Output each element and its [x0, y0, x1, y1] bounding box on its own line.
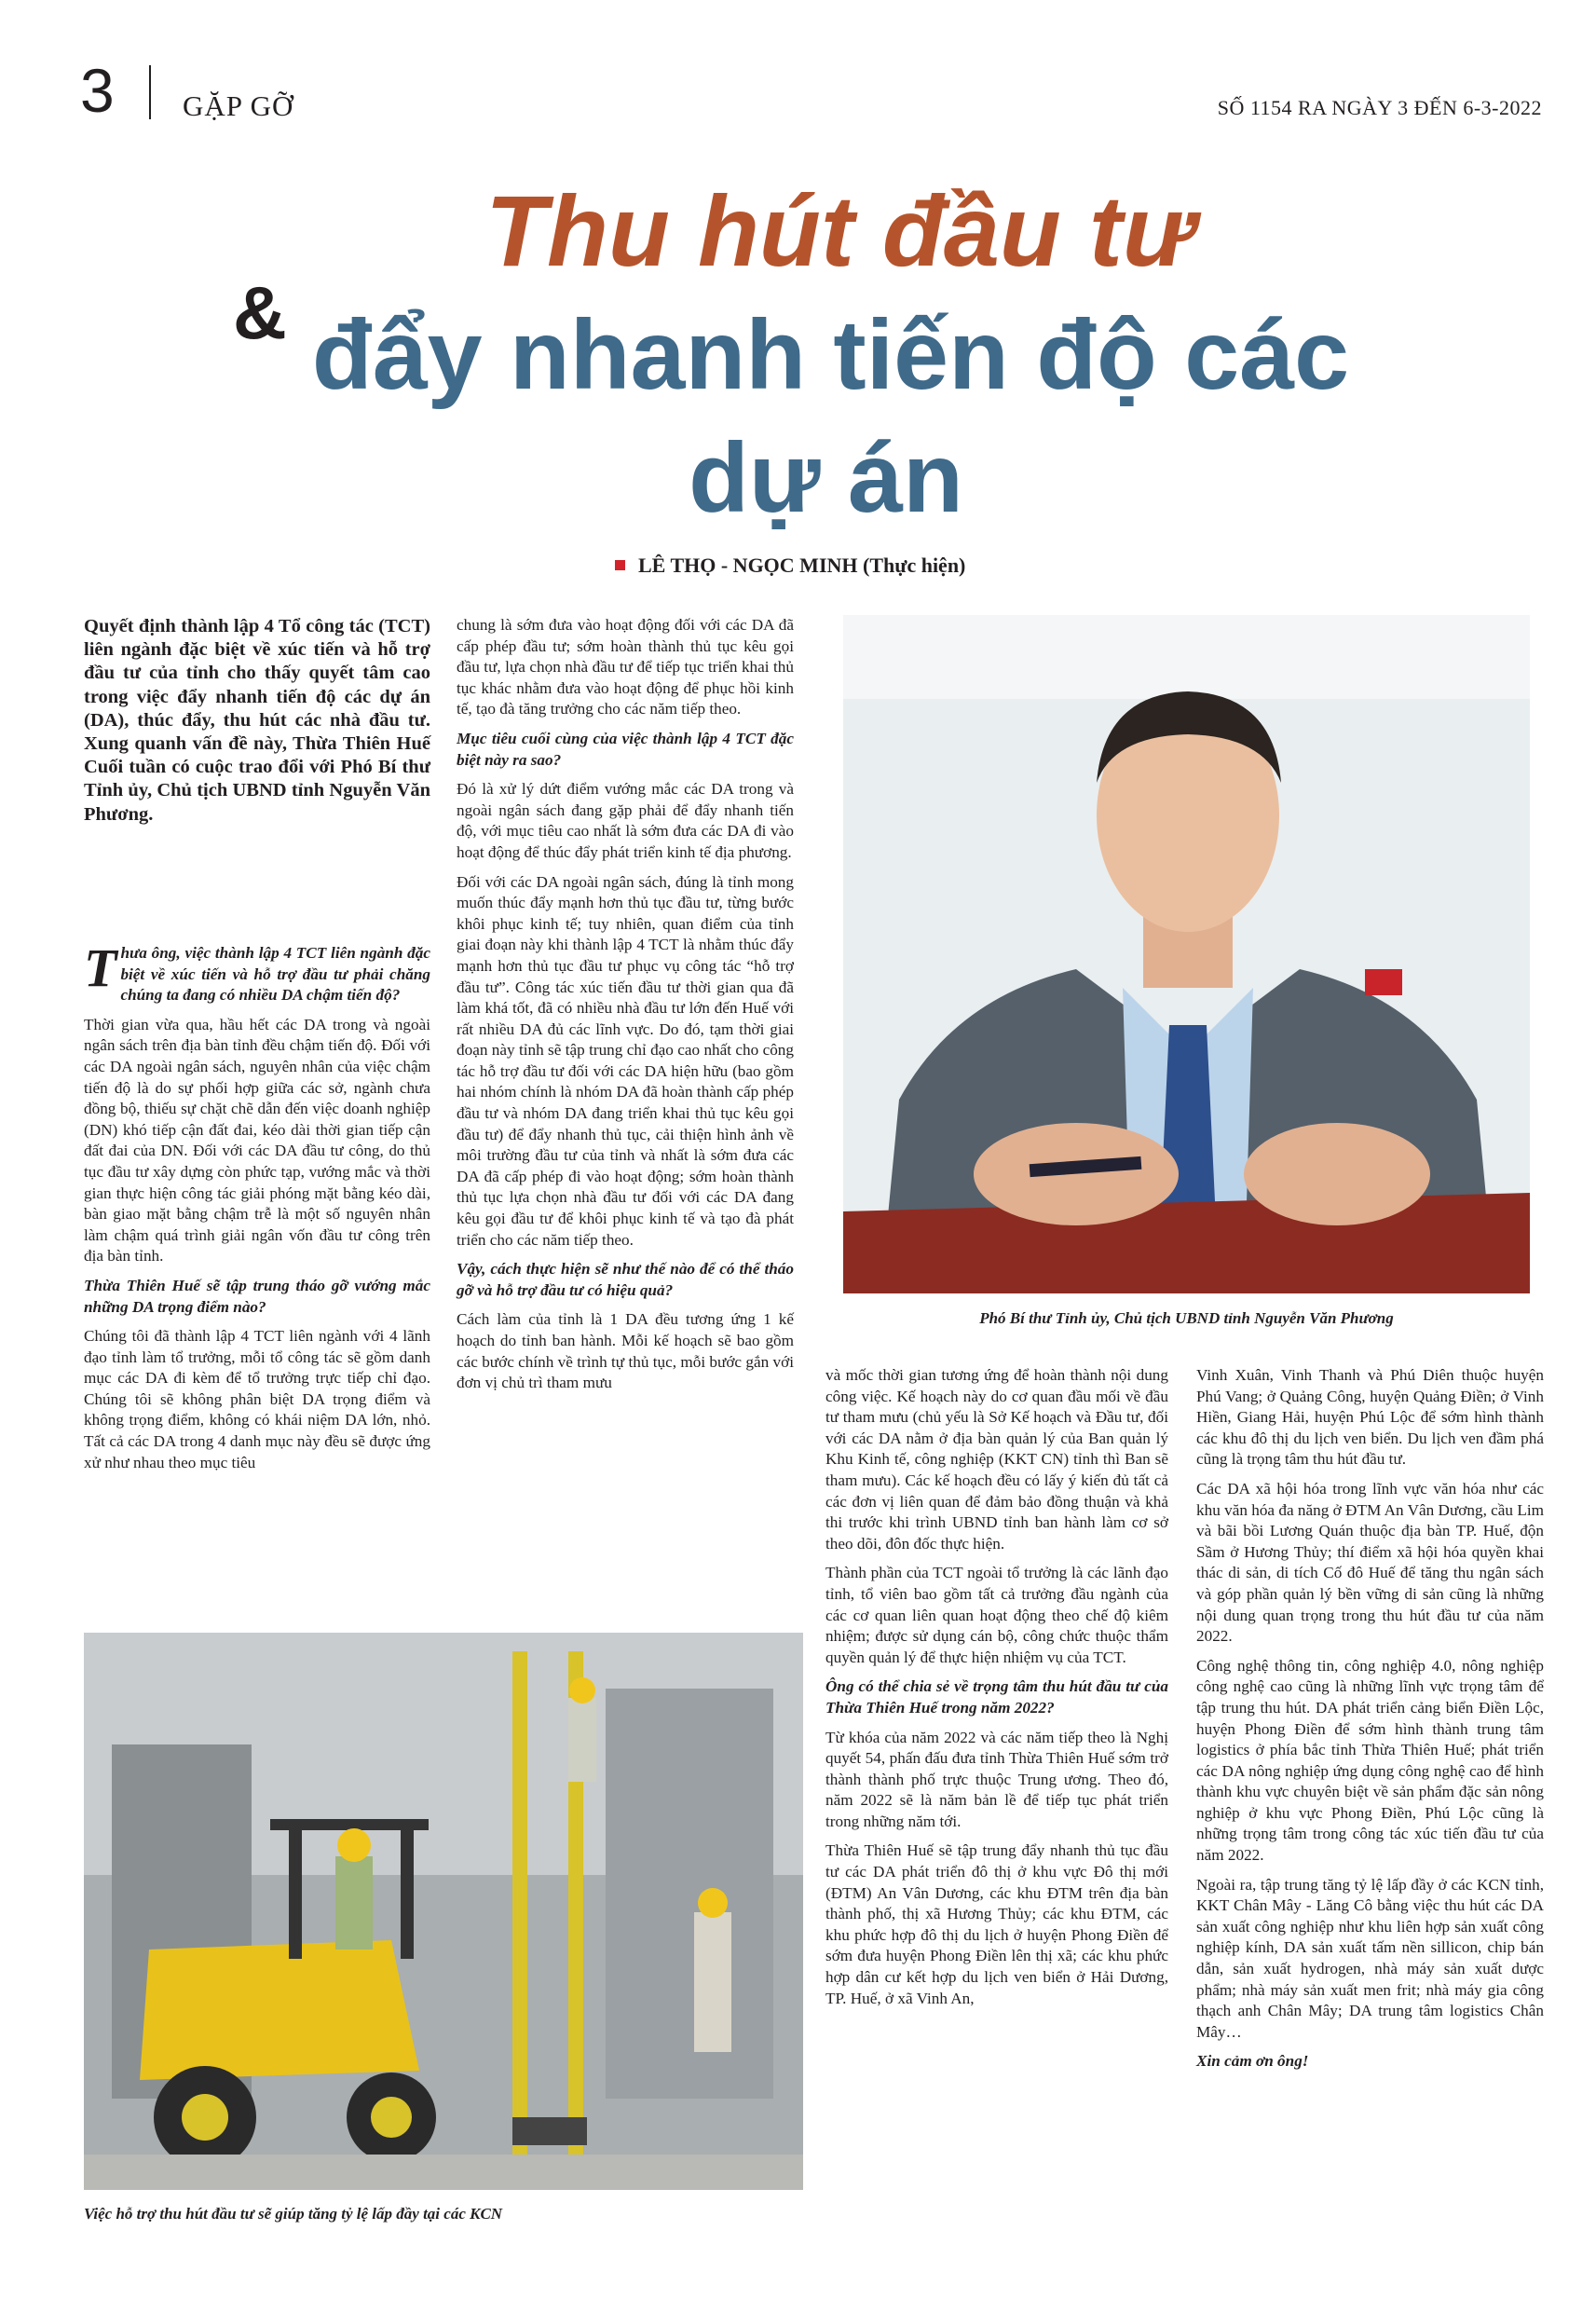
byline-text: LÊ THỌ - NGỌC MINH (Thực hiện): [638, 554, 966, 577]
question-text: hưa ông, việc thành lập 4 TCT liên ngành đặc biệt về xúc tiến và hỗ trợ đầu tư phải chăng chúng ta đang có nhiều DA chậm tiến độ?: [120, 944, 430, 1005]
headline-line-1: Thu hút đầu tư: [485, 174, 1194, 287]
closing-line: Xin cảm ơn ông!: [1196, 2052, 1309, 2071]
answer-paragraph: Thời gian vừa qua, hầu hết các DA trong và ngoài ngân sách trên địa bàn tỉnh đều chậm tiến độ. Đối với các DA ngoài ngân sách, nguyên nhân của việc chậm tiến độ là do sự phối hợp giữa các sở, ngành chưa đồng bộ, thiếu sự chặt chẽ dẫn đến việc doanh nghiệp (DN) khó tiếp cận đất đai, kéo dài thời gian tiếp cận đất đai của DN. Đối với các DA đầu tư công, do thủ tục đầu tư xây dựng còn phức tạp, vướng mắc và thời gian thực hiện công tác giải phóng mặt bằng kéo dài, bàn giao mặt bằng chậm trễ là một số nguyên nhân làm chậm quá trình giải ngân vốn đầu tư công trên địa bàn tỉnh.: [84, 1015, 430, 1265]
answer-paragraph: và mốc thời gian tương ứng để hoàn thành nội dung công việc. Kế hoạch này do cơ quan đầu mối về đầu tư tham mưu (chủ yếu là Sở Kế hoạch và Đầu tư, đối với các DA nằm ở địa bàn quản lý của Ban quản lý Khu Kinh tế, công nghiệp (KKT CN) tỉnh thì Ban sẽ tham mưu). Các kế hoạch đều có lấy ý kiến đủ tất cả các đơn vị liên quan để đảm bảo đồng thuận và khả thi trước khi trình UBND tỉnh ban hành làm cơ sở theo dõi, đôn đốc thực hiện.: [825, 1366, 1168, 1553]
factory-caption: Việc hỗ trợ thu hút đầu tư sẽ giúp tăng tỷ lệ lấp đầy tại các KCN: [84, 2205, 503, 2223]
answer-paragraph: Thừa Thiên Huế sẽ tập trung đẩy nhanh thủ tục đầu tư các DA phát triển đô thị ở khu vực Đô thị mới (ĐTM) An Vân Dương, các khu ĐTM trên địa bàn thành phố, thị xã Hương Thủy; các khu ĐTM, các khu phức hợp đô thị du lịch ở huyện Phong Điền để sớm đưa huyện Phong Điền lên thị xã; các khu phức hợp dân cư kết hợp du lịch ven biển ở Hải Dương, TP. Huế, ở xã Vinh An,: [825, 1841, 1168, 2007]
question: Vậy, cách thực hiện sẽ như thế nào để có thể tháo gỡ và hỗ trợ đầu tư có hiệu quả?: [457, 1260, 794, 1299]
answer-paragraph: Chúng tôi đã thành lập 4 TCT liên ngành với 4 lãnh đạo tỉnh làm tổ trưởng, mỗi tổ công tác sẽ gồm danh mục các DA đi kèm để tổ trưởng trực tiếp chỉ đạo. Chúng tôi sẽ không phân biệt DA trọng điểm và không trọng điểm, không có khái niệm DA lớn, nhỏ. Tất cả các DA trong 4 danh mục này đều sẽ được ứng xử như nhau theo mục tiêu: [84, 1327, 430, 1471]
section-label: GẶP GỠ: [183, 89, 294, 122]
answer-paragraph: Từ khóa của năm 2022 và các năm tiếp theo là Nghị quyết 54, phấn đấu đưa tỉnh Thừa Thiên Huế sớm trở thành thành phố trực thuộc Trung ương. Theo đó, năm 2022 sẽ là năm bản lề để tiếp tục phát triển trong những năm tới.: [825, 1728, 1168, 1830]
answer-paragraph: Ngoài ra, tập trung tăng tỷ lệ lấp đầy ở các KCN tỉnh, KKT Chân Mây - Lăng Cô bằng việc thu hút các DA sản xuất công nghiệp như khu liên hợp sản xuất công nghiệp kính, DA sản xuất tấm nền sillicon, chip bán dẫn, sản xuất hydrogen, nhà máy sản xuất dược phẩm; nhà máy sản xuất men frit; nhà máy gia công thạch anh Chân Mây; DA trung tâm logistics Chân Mây…: [1196, 1875, 1544, 2041]
portrait-photo: [843, 615, 1530, 1293]
article-column-1: [84, 937, 430, 1482]
article-column-3: [825, 1365, 1168, 2018]
answer-paragraph: Đối với các DA ngoài ngân sách, đúng là tỉnh mong muốn thúc đẩy mạnh hơn thủ tục đầu tư, từng bước khôi phục kinh tế; tuy nhiên, quan điểm của tỉnh giai đoạn này khi thành lập 4 TCT là nhằm thúc đẩy mạnh hơn thủ tục đầu tư phục vụ công tác “hỗ trợ đầu tư”. Công tác xúc tiến đầu tư thời gian qua đã làm khá tốt, đã có nhiều nhà đầu tư lớn đến Huế với rất nhiều DA đủ các lĩnh vực. Do đó, tạm thời giai đoạn này tỉnh sẽ tập trung chỉ đạo cao nhất cho công tác hỗ trợ đầu tư đối với các DA hiện hữu (bao gồm hai nhóm chính là nhóm DA đã hoàn thành cấp phép đầu tư và nhóm DA đang triển khai thủ tục kêu gọi đầu tư) để đẩy nhanh thủ tục, cải thiện hình ảnh về môi trường đầu tư của tỉnh và nhất là sớm đưa các DA đã cấp phép đi vào hoạt động; sớm hoàn thành thủ tục lựa chọn nhà đầu tư đối với các DA đang kêu gọi đầu tư để khôi phục kinh tế và tạo đà phát triển cho các năm tiếp theo.: [457, 872, 794, 1249]
page-number: 3: [80, 56, 115, 125]
lead-paragraph: Quyết định thành lập 4 Tổ công tác (TCT) liên ngành đặc biệt về xúc tiến và hỗ trợ đầu tư của tỉnh cho thấy quyết tâm cao trong việc đẩy nhanh tiến độ các dự án (DA), thúc đẩy, thu hút các nhà đầu tư. Xung quanh vấn đề này, Thừa Thiên Huế Cuối tuần có cuộc trao đổi với Phó Bí thư Tỉnh ủy, Chủ tịch UBND tỉnh Nguyễn Văn Phương.: [84, 616, 430, 825]
answer-paragraph: Công nghệ thông tin, công nghiệp 4.0, nông nghiệp công nghệ cao cũng là những lĩnh vực trọng tâm để tập trung thu hút. DA phát triển cảng biển Điền Lộc, huyện Phong Điền để sớm hình thành trung tâm logistics ở phía bắc tỉnh Thừa Thiên Huế; phát triển các DA nông nghiệp ứng dụng công nghệ cao để hình thành khu vực chuyên biệt về sản phẩm đặc sản nông nghiệp ở khu vực Phong Điền, Phú Lộc cũng là những trọng tâm trong công tác xúc tiến đầu tư của năm 2022.: [1196, 1656, 1544, 1865]
question: [84, 937, 430, 1006]
factory-illustration: [84, 1633, 803, 2190]
factory-photo: [84, 1633, 803, 2190]
header-divider: [149, 65, 151, 119]
answer-paragraph: chung là sớm đưa vào hoạt động đối với các DA đã cấp phép đầu tư; sớm hoàn thành thủ tục kêu gọi đầu tư, lựa chọn nhà đầu tư để tiếp tục triển khai thủ tục khác nhằm đưa vào hoạt động để phục hồi kinh tế, tạo đà tăng trưởng cho các năm tiếp theo.: [457, 616, 794, 718]
answer-paragraph: Cách làm của tỉnh là 1 DA đều tương ứng 1 kế hoạch do tỉnh ban hành. Mỗi kế hoạch sẽ bao gồm các bước chính về trình tự thủ tục, mỗi bước gắn với đơn vị chủ trì tham mưu: [457, 1310, 794, 1392]
question: Thừa Thiên Huế sẽ tập trung tháo gỡ vướng mắc những DA trọng điểm nào?: [84, 1276, 430, 1316]
portrait-illustration: [843, 615, 1530, 1293]
question: Mục tiêu cuối cùng của việc thành lập 4 TCT đặc biệt này ra sao?: [457, 729, 794, 769]
answer-paragraph: Các DA xã hội hóa trong lĩnh vực văn hóa như các khu văn hóa đa năng ở ĐTM An Vân Dương, cầu Lim và bãi bồi Lương Quán thuộc địa bàn TP. Huế, độn Sầm ở Hương Thủy; thí điểm xã hội hóa quyền khai thác di sản, di tích Cố đô Huế để tăng thu ngân sách và góp phần quản lý bền vững di sản cũng là những nội dung quan trọng trong thu hút đầu tư của năm 2022.: [1196, 1479, 1544, 1646]
issue-info: SỐ 1154 RA NGÀY 3 ĐẾN 6-3-2022: [1217, 96, 1542, 119]
drop-cap: T: [84, 937, 117, 998]
headline-line-3: dự án: [689, 423, 963, 533]
byline-marker: [615, 560, 625, 570]
byline: [615, 554, 965, 578]
headline-ampersand: &: [233, 271, 287, 354]
question: Ông có thể chia sẻ về trọng tâm thu hút đầu tư của Thừa Thiên Huế trong năm 2022?: [825, 1677, 1168, 1717]
answer-paragraph: Đó là xử lý dứt điểm vướng mắc các DA trong và ngoài ngân sách đang gặp phải để đẩy nhanh tiến độ, với mục tiêu cao nhất là sớm đưa các DA đi vào hoạt động để thúc đẩy phát triển kinh tế địa phương.: [457, 780, 794, 861]
answer-paragraph: Thành phần của TCT ngoài tổ trưởng là các lãnh đạo tỉnh, tổ viên bao gồm tất cả trưởng đầu ngành của các cơ quan liên quan hoạt động theo chế độ kiêm nhiệm; được sử dụng cán bộ, công chức thuộc thẩm quyền quản lý để thực hiện nhiệm vụ của TCT.: [825, 1564, 1168, 1666]
article-column-2: [457, 615, 794, 1402]
portrait-caption: Phó Bí thư Tỉnh ủy, Chủ tịch UBND tỉnh Nguyễn Văn Phương: [979, 1309, 1394, 1327]
article-column-4: [1196, 1365, 1544, 2081]
answer-paragraph: Vinh Xuân, Vinh Thanh và Phú Diên thuộc huyện Phú Vang; ở Quảng Công, huyện Quảng Điền; ở Vinh Hiền, Giang Hải, huyện Phú Lộc để sớm hình thành các khu đô thị du lịch ven biển. Du lịch ven đầm phá cũng là trọng tâm thu hút đầu tư.: [1196, 1366, 1544, 1469]
headline-line-2: đẩy nhanh tiến độ các: [311, 300, 1350, 410]
